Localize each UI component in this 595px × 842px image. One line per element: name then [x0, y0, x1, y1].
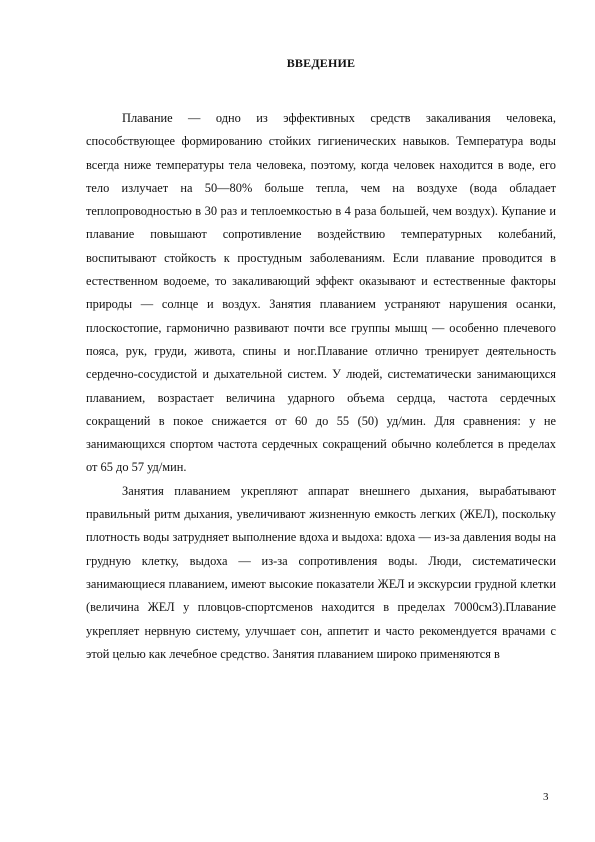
- paragraph-1: Плавание — одно из эффективных средств закаливания человека, способствующее формированию стойких гигиенических навыков. Температура воды всегда ниже температуры тела человека, поэтому, когда человек находится в воде, его тело излучает на 50—80% больше тепла, чем на воздухе (вода обладает теплопроводностью в 30 раз и теплоемкостью в 4 раза большей, чем воздух). Купание и плавание повышают сопротивление воздействию температурных колебаний, воспитывают стойкость к простудным заболеваниям. Если плавание проводится в естественном водоеме, то закаливающий эффект оказывают и естественные факторы природы — солнце и воздух. Занятия плаванием устраняют нарушения осанки, плоскостопие, гармонично развивают почти все группы мышц — особенно плечевого пояса, рук, груди, живота, спины и ног.Плавание отлично тренирует деятельность сердечно-сосудистой и дыхательной систем. У людей, систематически занимающихся плаванием, возрастает величина ударного объема сердца, частота сердечных сокращений в покое снижается от 60 до 55 (50) уд/мин. Для сравнения: у не занимающихся спортом частота сердечных сокращений обычно колеблется в пределах от 65 до 57 уд/мин.: [86, 111, 556, 475]
- page-number: 3: [543, 791, 549, 803]
- page-title: ВВЕДЕНИЕ: [286, 56, 356, 70]
- paragraph-2: Занятия плаванием укрепляют аппарат внешнего дыхания, вырабатывают правильный ритм дыхания, увеличивают жизненную емкость легких (ЖЕЛ), поскольку плотность воды затрудняет выполнение вдоха и выдоха: вдоха — из-за давления воды на грудную клетку, выдоха — из-за сопротивления воды. Люди, систематически занимающиеся плаванием, имеют высокие показатели ЖЕЛ и экскурсии грудной клетки (величина ЖЕЛ у пловцов-спортсменов находится в пределах 7000см3).Плавание укрепляет нервную систему, улучшает сон, аппетит и часто рекомендуется врачами с этой целью как лечебное средство. Занятия плаванием широко применяются в: [86, 483, 556, 661]
- body-text: [86, 107, 556, 666]
